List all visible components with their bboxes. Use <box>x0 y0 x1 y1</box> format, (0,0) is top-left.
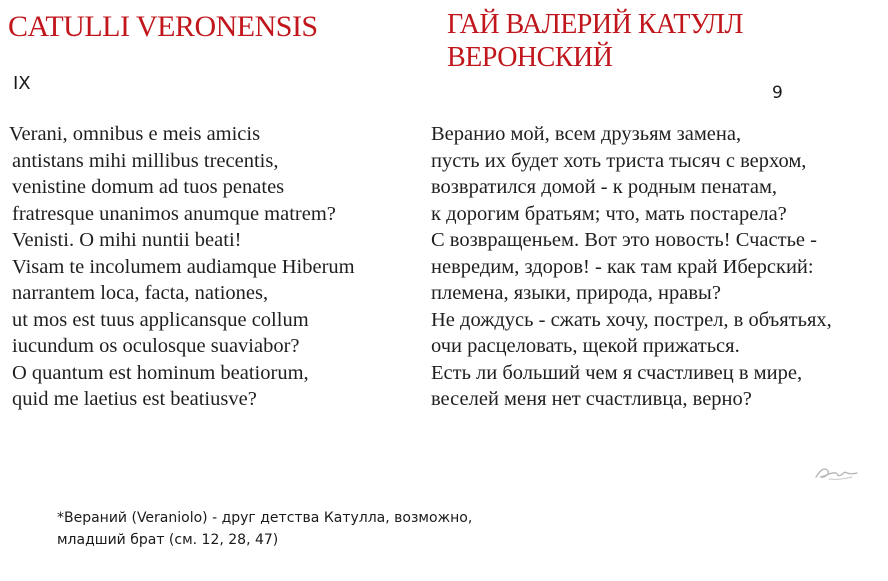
latin-line: Visam te incolumem audiamque Hiberum <box>12 255 355 278</box>
russian-poem <box>431 121 832 413</box>
footnote-line: младший брат (см. 12, 28, 47) <box>57 532 279 548</box>
russian-line: к дорогим братьям; что, мать постарела? <box>431 202 787 225</box>
russian-line: Есть ли больший чем я счастливец в мире, <box>431 361 803 384</box>
russian-line: Не дождусь - сжать хочу, пострел, в объятьях, <box>431 308 832 331</box>
russian-line: невредим, здоров! - как там край Иберский: <box>431 255 814 278</box>
russian-line: Веранио мой, всем друзьям замена, <box>431 123 742 145</box>
russian-title: ГАЙ ВАЛЕРИЙ КАТУЛЛ ВЕРОНСКИЙ <box>447 9 744 73</box>
latin-line: antistans mihi millibus trecentis, <box>12 149 279 172</box>
russian-line: веселей меня нет счастливца, верно? <box>431 388 752 410</box>
footnote <box>57 507 472 551</box>
latin-line: O quantum est hominum beatiorum, <box>12 361 309 384</box>
russian-line: возвратился домой - к родным пенатам, <box>431 176 778 198</box>
latin-title: CATULLI VERONENSIS <box>8 10 318 43</box>
russian-line: С возвращеньем. Вот это новость! Счастье - <box>431 229 817 251</box>
latin-line: fratresque unanimos anumque matrem? <box>12 202 336 225</box>
signature-mark <box>812 462 860 484</box>
latin-line: iucundum os oculosque suaviabor? <box>12 335 300 357</box>
poem-number-arabic: 9 <box>772 83 783 103</box>
latin-line: Verani, omnibus e meis amicis <box>9 123 261 145</box>
latin-line: Venisti. O mihi nuntii beati! <box>12 229 242 251</box>
latin-line: narrantem loca, facta, nationes, <box>12 282 269 304</box>
latin-line: venistine domum ad tuos penates <box>12 176 285 198</box>
russian-line: пусть их будет хоть триста тысяч с верхом, <box>431 149 807 172</box>
poem-number-roman: IX <box>13 73 31 94</box>
latin-line: ut mos est tuus applicansque collum <box>12 308 309 331</box>
russian-line: племена, языки, природа, нравы? <box>431 282 721 304</box>
russian-line: очи расцеловать, щекой прижаться. <box>431 335 740 357</box>
latin-line: quid me laetius est beatiusve? <box>12 388 257 410</box>
latin-poem <box>9 121 355 413</box>
footnote-line: *Вераний (Veraniolo) - друг детства Катулла, возможно, <box>57 510 473 526</box>
